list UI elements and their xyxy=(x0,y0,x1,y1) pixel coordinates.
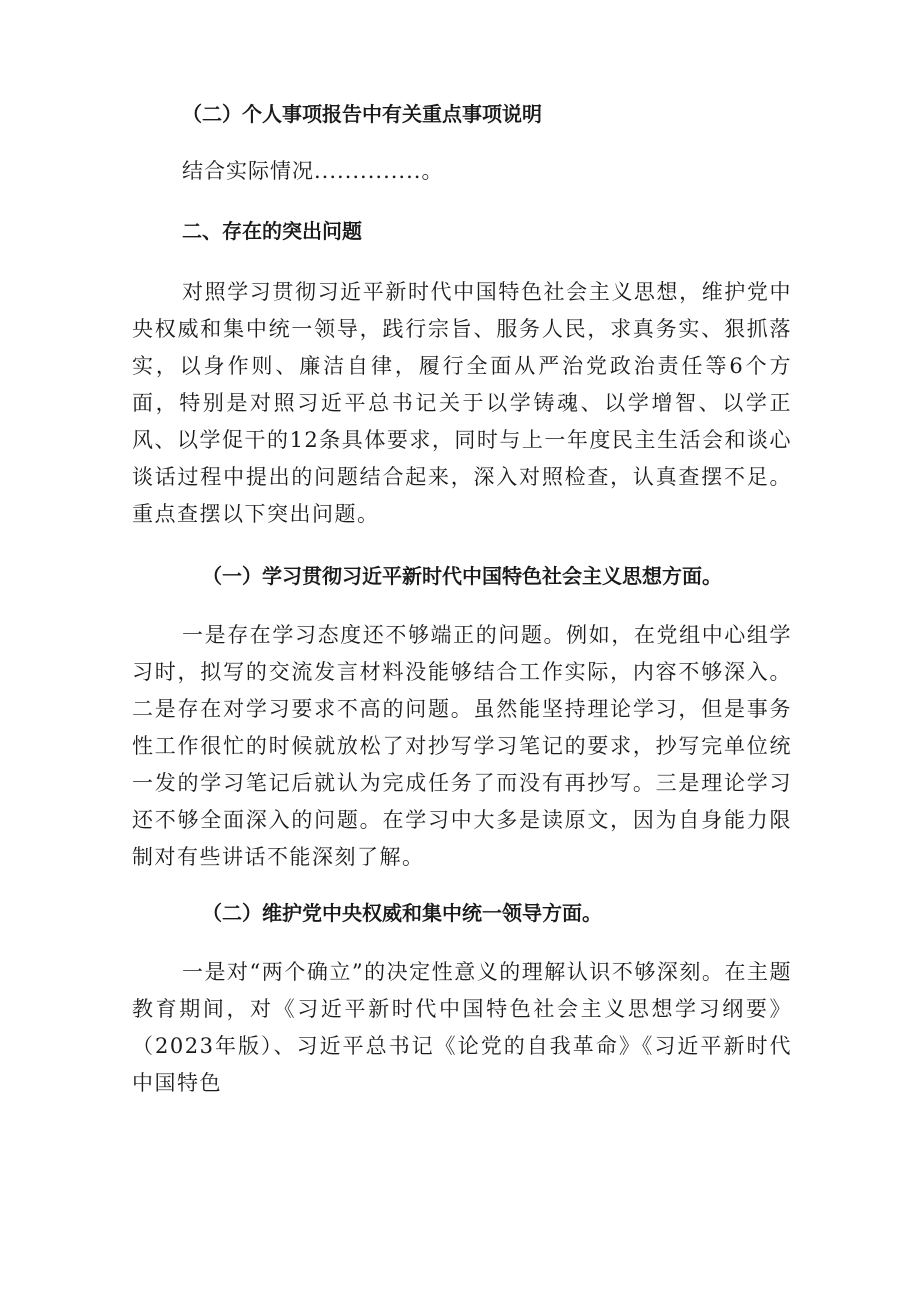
paragraph-authority: 一是对“两个确立”的决定性意义的理解认识不够深刻。在主题教育期间，对《习近平新时代中国特色社会主义思想学习纲要》（2023年版）、习近平总书记《论党的自我革命》《习近平新时代中国特色 xyxy=(132,960,792,1095)
document-body xyxy=(132,96,792,1102)
heading-section-2: 二、存在的突出问题 xyxy=(182,219,362,243)
heading-personal-matters: （二）个人事项报告中有关重点事项说明 xyxy=(182,102,542,126)
heading-study: （一）学习贯彻习近平新时代中国特色社会主义思想方面。 xyxy=(202,564,722,588)
personal-matters-line: 结合实际情况..............。 xyxy=(182,159,444,183)
paragraph-intro: 对照学习贯彻习近平新时代中国特色社会主义思想，维护党中央权威和集中统一领导，践行宗旨、服务人民，求真务实、狠抓落实，以身作则、廉洁自律，履行全面从严治党政治责任等6个方面，特别是对照习近平总书记关于以学铸魂、以学增智、以学正风、以学促干的12条具体要求，同时与上一年度民主生活会和谈心谈话过程中提出的问题结合起来，深入对照检查，认真查摆不足。重点查摆以下突出问题。 xyxy=(132,280,792,526)
heading-authority: （二）维护党中央权威和集中统一领导方面。 xyxy=(202,901,602,925)
paragraph-study: 一是存在学习态度还不够端正的问题。例如，在党组中心组学习时，拟写的交流发言材料没能够结合工作实际，内容不够深入。二是存在对学习要求不高的问题。虽然能坚持理论学习，但是事务性工作很忙的时候就放松了对抄写学习笔记的要求，抄写完单位统一发的学习笔记后就认为完成任务了而没有再抄写。三是理论学习还不够全面深入的问题。在学习中大多是读原文，因为自身能力限制对有些讲话不能深刻了解。 xyxy=(132,623,792,869)
